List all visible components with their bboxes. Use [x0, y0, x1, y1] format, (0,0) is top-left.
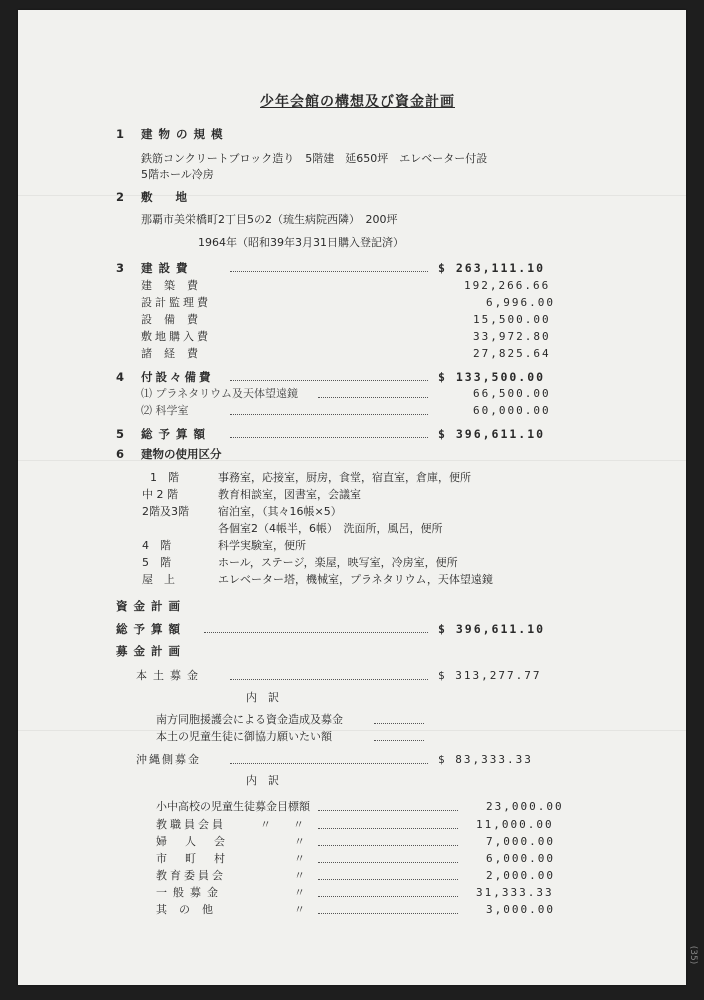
floor-label: 中 2 階 — [142, 488, 178, 501]
section-6-heading: 建物の使用区分 — [141, 447, 222, 461]
floor-label: 2階及3階 — [142, 505, 189, 518]
section-4-total: $ 133,500.00 — [438, 370, 546, 384]
okinawa-item-label: 一般募金 — [156, 886, 224, 899]
floor-use: 事務室，応接室，厨房，食堂，宿直室，倉庫，便所 — [218, 471, 471, 484]
section-3-number: 3 — [116, 261, 125, 275]
floor-label: 4 階 — [142, 539, 171, 552]
okinawa-item-value: 2,000.00 — [486, 869, 555, 882]
okinawa-item-mark: 〃 — [294, 835, 305, 848]
section-6-number: 6 — [116, 447, 125, 461]
section-3-item-value: 192,266.66 — [464, 279, 551, 292]
section-3-total: $ 263,111.10 — [438, 261, 546, 275]
section-4-heading: 付設々備費 — [141, 370, 214, 384]
okinawa-item-mark: 〃 — [294, 852, 305, 865]
section-3-heading: 建設費 — [141, 261, 194, 275]
section-4-item-label: ⑵ 科学室 — [141, 404, 189, 417]
document-title: 少年会館の構想及び資金計画 — [260, 94, 455, 110]
breakdown-label: 内 訳 — [246, 774, 279, 787]
section-4-item-value: 66,500.00 — [473, 387, 551, 400]
breakdown-label: 内 訳 — [246, 691, 279, 704]
floor-label: 屋 上 — [142, 573, 175, 586]
floor-use: ホール，ステージ，楽屋，映写室，冷房室，便所 — [218, 556, 458, 569]
section-1-number: 1 — [116, 127, 125, 141]
section-3-item-value: 15,500.00 — [473, 313, 551, 326]
document-sheet — [18, 10, 686, 985]
funding-heading: 資金計画 — [116, 599, 186, 613]
okinawa-item-mark: 〃 〃 — [260, 818, 304, 831]
fundraising-heading: 募金計画 — [116, 644, 186, 658]
section-2-line1: 那覇市美栄橋町2丁目5の2（琉生病院西隣） 200坪 — [141, 213, 398, 226]
section-5-number: 5 — [116, 427, 125, 441]
section-1-line2: 5階ホール冷房 — [141, 168, 214, 181]
mainland-value: $ 313,277.77 — [438, 669, 542, 682]
okinawa-item-mark: 〃 — [294, 869, 305, 882]
okinawa-value: $ 83,333.33 — [438, 753, 533, 766]
section-4-item-label: ⑴ プラネタリウム及天体望遠鏡 — [141, 387, 299, 400]
okinawa-item-label: 其の他 — [156, 903, 225, 916]
mainland-item: 本土の児童生徒に御協力願いたい額 — [156, 730, 332, 743]
section-2-line2: 1964年（昭和39年3月31日購入登記済） — [198, 236, 404, 249]
okinawa-item-label: 婦人会 — [156, 835, 243, 848]
section-3-item-label: 建築費 — [141, 279, 210, 292]
floor-use: 科学実験室，便所 — [218, 539, 306, 552]
total-budget-label: 総予算額 — [116, 622, 186, 636]
floor-use: 宿泊室，（其々16帳×5） — [218, 505, 342, 518]
floor-use: 教育相談室，図書室，会議室 — [218, 488, 361, 501]
section-3-item-value: 6,996.00 — [486, 296, 555, 309]
section-5-total: $ 396,611.10 — [438, 427, 546, 441]
okinawa-item-value: 7,000.00 — [486, 835, 555, 848]
okinawa-item-value: 3,000.00 — [486, 903, 555, 916]
okinawa-label: 沖縄側募金 — [136, 753, 201, 766]
total-budget-value: $ 396,611.10 — [438, 622, 546, 636]
section-3-item-label: 設計監理費 — [141, 296, 211, 309]
okinawa-item-value: 6,000.00 — [486, 852, 555, 865]
okinawa-item-label: 教職員会員 — [156, 818, 226, 831]
section-3-item-label: 設備費 — [141, 313, 210, 326]
section-2-number: 2 — [116, 190, 125, 204]
floor-use: 各個室2（4帳半，6帳） 洗面所，風呂，便所 — [218, 522, 443, 535]
section-3-item-label: 諸経費 — [141, 347, 210, 360]
section-5-heading: 総予算額 — [141, 427, 211, 441]
okinawa-item-mark: 〃 — [294, 903, 305, 916]
section-3-item-value: 27,825.64 — [473, 347, 551, 360]
mainland-item: 南方同胞援護会による資金造成及募金 — [156, 713, 343, 726]
floor-label: 5 階 — [142, 556, 171, 569]
section-4-number: 4 — [116, 370, 125, 384]
section-3-item-label: 敷地購入費 — [141, 330, 211, 343]
okinawa-item-label: 市町村 — [156, 852, 243, 865]
okinawa-item-label: 小中高校の児童生徒募金目標額 — [156, 800, 310, 813]
floor-label: 1 階 — [150, 471, 179, 484]
okinawa-item-value: 31,333.33 — [476, 886, 554, 899]
mainland-label: 本土募金 — [136, 669, 204, 682]
section-3-item-value: 33,972.80 — [473, 330, 551, 343]
section-1-heading: 建物の規模 — [141, 127, 229, 141]
section-4-item-value: 60,000.00 — [473, 404, 551, 417]
section-1-line1: 鉄筋コンクリートブロック造り 5階建 延650坪 エレベーター付設 — [141, 152, 488, 165]
okinawa-item-label: 教育委員会 — [156, 869, 226, 882]
floor-use: エレベーター塔，機械室，プラネタリウム，天体望遠鏡 — [218, 573, 493, 586]
margin-note: (35) — [687, 945, 698, 965]
okinawa-item-value: 11,000.00 — [476, 818, 554, 831]
section-2-heading: 敷 地 — [141, 190, 187, 204]
okinawa-item-value: 23,000.00 — [486, 800, 564, 813]
okinawa-item-mark: 〃 — [294, 886, 305, 899]
